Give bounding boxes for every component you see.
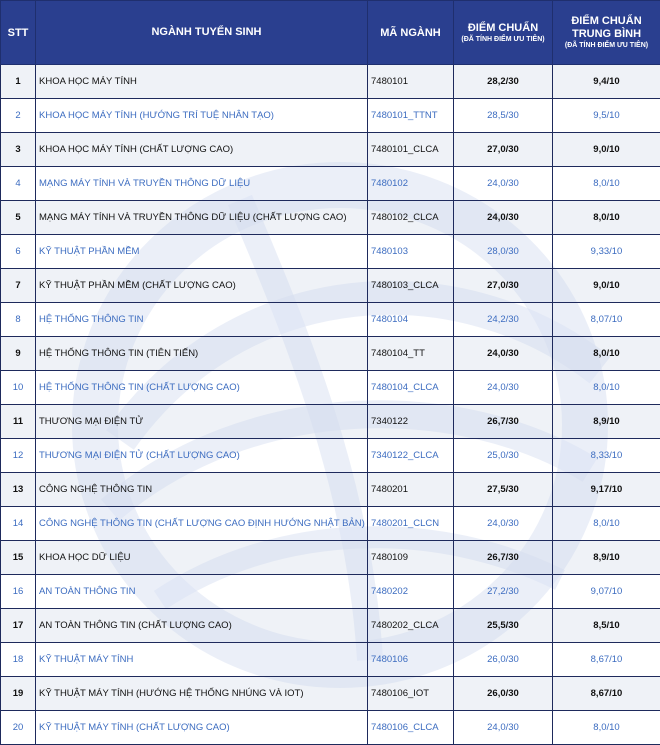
major-name: MẠNG MÁY TÍNH VÀ TRUYỀN THÔNG DỮ LIỆU — [36, 167, 368, 201]
major-code: 7480102_CLCA — [368, 201, 454, 235]
header-score-label: ĐIỂM CHUẨN — [456, 22, 550, 35]
average-score: 8,9/10 — [553, 541, 660, 575]
benchmark-score: 24,0/30 — [454, 507, 553, 541]
header-score — [454, 1, 553, 65]
row-number: 6 — [1, 235, 36, 269]
table-row — [1, 507, 660, 541]
table-row — [1, 405, 660, 439]
average-score: 9,07/10 — [553, 575, 660, 609]
benchmark-score: 27,0/30 — [454, 269, 553, 303]
major-code: 7480101_TTNT — [368, 99, 454, 133]
benchmark-score: 28,0/30 — [454, 235, 553, 269]
header-score-note: (ĐÃ TÍNH ĐIỂM ƯU TIÊN) — [456, 35, 550, 44]
average-score: 9,0/10 — [553, 269, 660, 303]
table-row — [1, 439, 660, 473]
row-number: 7 — [1, 269, 36, 303]
row-number: 3 — [1, 133, 36, 167]
average-score: 8,0/10 — [553, 167, 660, 201]
header-code: MÃ NGÀNH — [368, 1, 454, 65]
major-name: KHOA HỌC MÁY TÍNH — [36, 65, 368, 99]
benchmark-score: 26,0/30 — [454, 677, 553, 711]
major-name: KỸ THUẬT MÁY TÍNH (CHẤT LƯỢNG CAO) — [36, 711, 368, 745]
row-number: 19 — [1, 677, 36, 711]
major-code: 7340122 — [368, 405, 454, 439]
average-score: 8,67/10 — [553, 677, 660, 711]
major-name: KỸ THUẬT PHẦN MỀM — [36, 235, 368, 269]
table-body — [1, 65, 660, 745]
average-score: 9,0/10 — [553, 133, 660, 167]
benchmark-score: 28,5/30 — [454, 99, 553, 133]
benchmark-score: 24,0/30 — [454, 337, 553, 371]
major-code: 7480101 — [368, 65, 454, 99]
table-row — [1, 167, 660, 201]
row-number: 10 — [1, 371, 36, 405]
header-avg-label-2: TRUNG BÌNH — [555, 28, 658, 41]
row-number: 8 — [1, 303, 36, 337]
row-number: 20 — [1, 711, 36, 745]
header-avg-note: (ĐÃ TÍNH ĐIỂM ƯU TIÊN) — [555, 41, 658, 50]
benchmark-score: 27,2/30 — [454, 575, 553, 609]
benchmark-score: 24,0/30 — [454, 371, 553, 405]
major-name: MẠNG MÁY TÍNH VÀ TRUYỀN THÔNG DỮ LIỆU (CHẤT LƯỢNG CAO) — [36, 201, 368, 235]
row-number: 9 — [1, 337, 36, 371]
major-name: HỆ THỐNG THÔNG TIN (CHẤT LƯỢNG CAO) — [36, 371, 368, 405]
major-name: AN TOÀN THÔNG TIN (CHẤT LƯỢNG CAO) — [36, 609, 368, 643]
average-score: 9,33/10 — [553, 235, 660, 269]
table-row — [1, 133, 660, 167]
major-code: 7480202 — [368, 575, 454, 609]
major-name: KHOA HỌC MÁY TÍNH (CHẤT LƯỢNG CAO) — [36, 133, 368, 167]
average-score: 8,0/10 — [553, 201, 660, 235]
average-score: 9,4/10 — [553, 65, 660, 99]
major-code: 7480106 — [368, 643, 454, 677]
average-score: 8,9/10 — [553, 405, 660, 439]
header-avg-label-1: ĐIỂM CHUẨN — [555, 15, 658, 28]
benchmark-score: 27,5/30 — [454, 473, 553, 507]
major-code: 7480201 — [368, 473, 454, 507]
benchmark-score: 25,0/30 — [454, 439, 553, 473]
benchmark-score: 26,0/30 — [454, 643, 553, 677]
row-number: 5 — [1, 201, 36, 235]
row-number: 14 — [1, 507, 36, 541]
row-number: 16 — [1, 575, 36, 609]
major-name: KỸ THUẬT PHẦN MỀM (CHẤT LƯỢNG CAO) — [36, 269, 368, 303]
table-row — [1, 711, 660, 745]
table-row — [1, 609, 660, 643]
major-code: 7480109 — [368, 541, 454, 575]
row-number: 15 — [1, 541, 36, 575]
header-major — [36, 1, 368, 65]
row-number: 1 — [1, 65, 36, 99]
average-score: 8,5/10 — [553, 609, 660, 643]
major-code: 7480106_IOT — [368, 677, 454, 711]
major-code: 7480103_CLCA — [368, 269, 454, 303]
major-code: 7480104_CLCA — [368, 371, 454, 405]
benchmark-score: 26,7/30 — [454, 541, 553, 575]
table-row — [1, 99, 660, 133]
benchmark-score: 26,7/30 — [454, 405, 553, 439]
row-number: 4 — [1, 167, 36, 201]
benchmark-score: 25,5/30 — [454, 609, 553, 643]
benchmark-score: 24,2/30 — [454, 303, 553, 337]
table-row — [1, 575, 660, 609]
table-row — [1, 371, 660, 405]
average-score: 9,5/10 — [553, 99, 660, 133]
major-code: 7480201_CLCN — [368, 507, 454, 541]
row-number: 17 — [1, 609, 36, 643]
table-row — [1, 303, 660, 337]
average-score: 8,67/10 — [553, 643, 660, 677]
benchmark-score: 27,0/30 — [454, 133, 553, 167]
header-major-label: NGÀNH TUYỂN SINH — [48, 26, 365, 39]
row-number: 11 — [1, 405, 36, 439]
major-name: KỸ THUẬT MÁY TÍNH — [36, 643, 368, 677]
header-stt: STT — [1, 1, 36, 65]
table-row — [1, 473, 660, 507]
major-name: AN TOÀN THÔNG TIN — [36, 575, 368, 609]
major-code: 7480103 — [368, 235, 454, 269]
average-score: 9,17/10 — [553, 473, 660, 507]
table-row — [1, 337, 660, 371]
table-row — [1, 201, 660, 235]
table-row — [1, 643, 660, 677]
major-name: KHOA HỌC MÁY TÍNH (HƯỚNG TRÍ TUỆ NHÂN TẠO) — [36, 99, 368, 133]
major-name: THƯƠNG MẠI ĐIỆN TỬ (CHẤT LƯỢNG CAO) — [36, 439, 368, 473]
major-name: HỆ THỐNG THÔNG TIN (TIÊN TIẾN) — [36, 337, 368, 371]
major-name: CÔNG NGHỆ THÔNG TIN (CHẤT LƯỢNG CAO ĐỊNH HƯỚNG NHẬT BẢN) — [36, 507, 368, 541]
average-score: 8,07/10 — [553, 303, 660, 337]
major-code: 7480106_CLCA — [368, 711, 454, 745]
table-row — [1, 65, 660, 99]
major-name: KHOA HỌC DỮ LIỆU — [36, 541, 368, 575]
table-row — [1, 235, 660, 269]
benchmark-score: 24,0/30 — [454, 201, 553, 235]
major-name: HỆ THỐNG THÔNG TIN — [36, 303, 368, 337]
table-row — [1, 677, 660, 711]
major-code: 7340122_CLCA — [368, 439, 454, 473]
major-name: THƯƠNG MẠI ĐIỆN TỬ — [36, 405, 368, 439]
row-number: 2 — [1, 99, 36, 133]
row-number: 13 — [1, 473, 36, 507]
average-score: 8,0/10 — [553, 507, 660, 541]
average-score: 8,0/10 — [553, 337, 660, 371]
header-avg-score — [553, 1, 660, 65]
benchmark-score: 24,0/30 — [454, 711, 553, 745]
table-row — [1, 541, 660, 575]
major-code: 7480104 — [368, 303, 454, 337]
benchmark-score: 24,0/30 — [454, 167, 553, 201]
major-code: 7480102 — [368, 167, 454, 201]
average-score: 8,0/10 — [553, 711, 660, 745]
major-name: CÔNG NGHỆ THÔNG TIN — [36, 473, 368, 507]
major-name: KỸ THUẬT MÁY TÍNH (HƯỚNG HỆ THỐNG NHÚNG VÀ IOT) — [36, 677, 368, 711]
major-code: 7480101_CLCA — [368, 133, 454, 167]
average-score: 8,0/10 — [553, 371, 660, 405]
average-score: 8,33/10 — [553, 439, 660, 473]
major-code: 7480202_CLCA — [368, 609, 454, 643]
table-row — [1, 269, 660, 303]
table-header — [1, 1, 660, 65]
row-number: 12 — [1, 439, 36, 473]
major-code: 7480104_TT — [368, 337, 454, 371]
row-number: 18 — [1, 643, 36, 677]
benchmark-score: 28,2/30 — [454, 65, 553, 99]
